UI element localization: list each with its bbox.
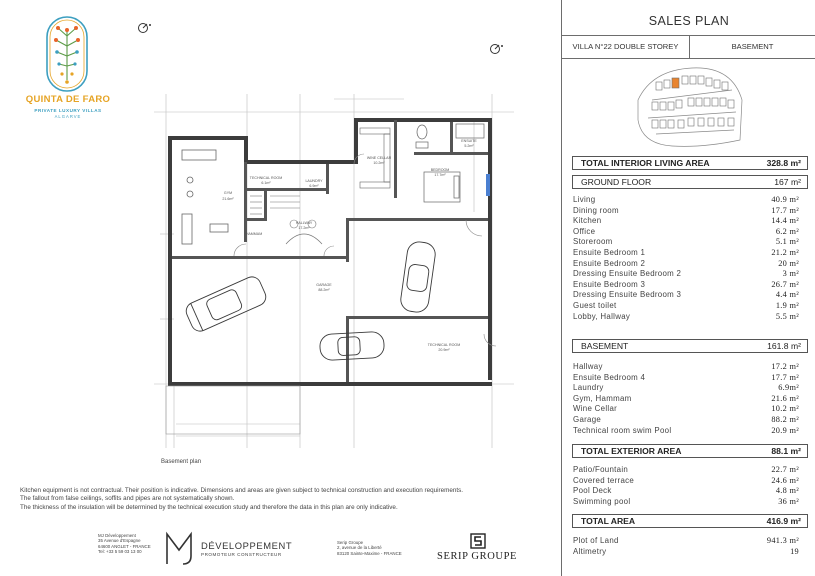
area-row <box>573 312 799 323</box>
window-marker <box>486 174 490 196</box>
area-row <box>573 394 799 405</box>
area-row <box>573 195 799 206</box>
room-area-ensuite: 5.2m² <box>464 144 474 148</box>
room-labels <box>222 139 477 352</box>
disclaimer-line: The fallout from false ceilings, soffits and pipes are not systematically shown. <box>20 495 235 503</box>
area-row <box>573 301 799 312</box>
disclaimer-line: The thickness of the insulation will be determined by the technical execution study and therefore the data in this plan are only indicative. <box>20 503 398 511</box>
area-name: Hallway <box>573 362 603 371</box>
room-label-laundry: LAUNDRY <box>305 179 323 183</box>
ground-floor-label: GROUND FLOOR <box>581 177 652 187</box>
area-value: 40.9 m² <box>771 195 799 204</box>
area-name: Gym, Hammam <box>573 393 632 403</box>
room-label-bedroom: BEDROOM <box>430 168 450 172</box>
room-area-laundry: 6.9m² <box>309 184 319 188</box>
area-row <box>573 536 799 547</box>
area-name: Ensuite Bedroom 2 <box>573 258 646 268</box>
area-name: Ensuite Bedroom 3 <box>573 279 646 289</box>
divider <box>562 58 815 59</box>
area-name: Kitchen <box>573 216 602 226</box>
area-row <box>573 290 799 301</box>
basement-rows <box>573 362 799 436</box>
room-label-gym: GYM <box>223 191 233 195</box>
mj-address <box>98 533 151 555</box>
area-value: 4.8 m² <box>775 486 799 496</box>
area-row <box>573 404 799 415</box>
quinta-de-faro-logo <box>20 16 116 120</box>
area-name: Ensuite Bedroom 4 <box>573 372 646 382</box>
total-exterior-value: 88.1 m² <box>771 446 801 456</box>
area-row <box>573 237 799 248</box>
area-row <box>573 486 799 497</box>
area-row <box>573 415 799 426</box>
mj-address-line: 35 Avenue d'Espagne <box>98 538 141 544</box>
basement-label: BASEMENT <box>581 341 629 351</box>
area-name: Wine Cellar <box>573 404 618 414</box>
brand-tagline: PRIVATE LUXURY VILLAS <box>34 108 102 113</box>
area-name: Ensuite Bedroom 1 <box>573 247 646 257</box>
sales-plan-panel <box>561 0 815 576</box>
area-value: 6.9m² <box>778 383 799 393</box>
mj-name: DÉVELOPPEMENT <box>201 540 293 551</box>
area-value: 21.6 m² <box>771 393 799 403</box>
brand-name: QUINTA DE FARO <box>25 94 111 105</box>
area-value: 4.4 m² <box>775 290 799 300</box>
area-row <box>573 280 799 291</box>
area-value: 20.9 m² <box>771 425 799 435</box>
total-interior-label: TOTAL INTERIOR LIVING AREA <box>581 158 710 168</box>
area-value: 17.7 m² <box>771 372 799 382</box>
area-name: Storeroom <box>573 237 613 247</box>
mj-address-line: 64600 ANGLET - FRANCE <box>98 543 151 549</box>
area-row <box>573 465 799 476</box>
north-compass-icon <box>489 43 505 55</box>
area-value: 3 m² <box>782 269 799 279</box>
room-label-ensuite: ENSUITE <box>461 139 477 143</box>
area-name: Technical room swim Pool <box>573 425 672 435</box>
area-row <box>573 547 799 558</box>
staircase <box>250 196 300 214</box>
room-label-hammam: HAMMAM <box>245 232 263 236</box>
area-value: 24.6 m² <box>771 475 799 485</box>
area-row <box>573 383 799 394</box>
area-value: 6.2 m² <box>775 226 799 236</box>
area-value: 19 <box>790 546 799 556</box>
area-value: 22.7 m² <box>771 465 799 474</box>
total-exterior-label: TOTAL EXTERIOR AREA <box>581 446 682 456</box>
room-area-garage: 88.2m² <box>318 288 330 292</box>
serip-name: SERIP GROUPE <box>437 551 518 562</box>
villa-label: VILLA N°22 DOUBLE STOREY <box>572 42 679 51</box>
total-area-value: 416.9 m² <box>766 516 801 526</box>
site-location-map <box>632 60 746 150</box>
room-label-garage: GARAGE <box>316 283 332 287</box>
total-interior-header <box>572 156 808 170</box>
brand-location: ALGARVE <box>54 114 82 119</box>
area-value: 20 m² <box>778 258 799 268</box>
area-name: Altimetry <box>573 546 607 556</box>
area-row <box>573 206 799 217</box>
area-row <box>573 362 799 373</box>
exterior-deck <box>166 386 300 434</box>
area-row <box>573 216 799 227</box>
serip-address <box>337 540 402 556</box>
area-row <box>573 248 799 259</box>
area-row <box>573 259 799 270</box>
area-name: Plot of Land <box>573 536 619 545</box>
area-name: Dressing Ensuite Bedroom 2 <box>573 269 682 279</box>
land-rows <box>573 536 799 557</box>
disclaimer-line: Kitchen equipment is not contractual. Their position is indicative. Dimensions and areas are given subject to technical construction and execution requirements. <box>20 487 464 494</box>
mj-subtitle: PROMOTEUR CONSTRUCTEUR <box>201 552 282 557</box>
room-area-gym: 21.6m² <box>222 197 234 201</box>
area-row <box>573 227 799 238</box>
area-name: Guest toilet <box>573 300 617 310</box>
basement-value: 161.8 m² <box>767 341 801 351</box>
mj-address-line: MJ Développement <box>98 533 136 538</box>
room-area-hallway: 17.2m² <box>298 226 310 230</box>
area-name: Garage <box>573 414 602 424</box>
area-value: 941.3 m² <box>766 536 799 545</box>
serip-logo-icon <box>470 533 486 549</box>
area-row <box>573 373 799 384</box>
area-name: Office <box>573 226 596 236</box>
area-row <box>573 426 799 437</box>
area-name: Dressing Ensuite Bedroom 3 <box>573 290 682 300</box>
room-label-technical: TECHNICAL ROOM <box>249 176 283 180</box>
room-label-hallway: HALLWAY <box>295 221 313 225</box>
north-compass-icon <box>137 22 153 34</box>
disclaimer-text <box>20 487 560 512</box>
serip-address-line: Serip Groupe <box>337 540 364 545</box>
area-row <box>573 497 799 508</box>
area-value: 5.5 m² <box>775 311 799 321</box>
serip-address-line: 83120 Sainte-Maxime - FRANCE <box>337 550 402 556</box>
area-value: 17.7 m² <box>771 205 799 215</box>
mj-logo-icon <box>164 530 194 568</box>
area-row <box>573 269 799 280</box>
area-value: 36 m² <box>778 496 799 506</box>
room-label-pool-technical: TECHNICAL ROOM <box>427 343 461 347</box>
construction-grid <box>154 94 514 448</box>
area-value: 1.9 m² <box>775 300 799 310</box>
area-name: Swimming pool <box>573 496 631 506</box>
area-value: 10.2 m² <box>771 404 799 414</box>
sales-plan-title: SALES PLAN <box>648 14 730 28</box>
gym-equipment <box>182 150 228 244</box>
ground-floor-value: 167 m² <box>774 177 801 187</box>
room-area-technical: 6.1m² <box>261 181 271 185</box>
area-name: Covered terrace <box>573 475 635 485</box>
area-name: Patio/Fountain <box>573 465 629 474</box>
basement-header <box>572 339 808 353</box>
villa-highlight-marker <box>672 78 679 88</box>
area-name: Living <box>573 195 596 204</box>
area-name: Laundry <box>573 383 604 393</box>
level-label: BASEMENT <box>731 42 774 51</box>
total-area-header <box>572 514 808 528</box>
total-exterior-header <box>572 444 808 458</box>
exterior-rows <box>573 465 799 507</box>
hammam-bench <box>286 234 322 244</box>
room-area-wine-cellar: 10.2m² <box>373 161 385 165</box>
area-name: Lobby, Hallway <box>573 311 631 321</box>
logo-medallion-icon <box>46 16 88 92</box>
total-area-label: TOTAL AREA <box>581 516 636 526</box>
area-name: Pool Deck <box>573 486 612 496</box>
area-value: 5.1 m² <box>775 237 799 247</box>
ground-floor-rows <box>573 195 799 322</box>
area-value: 26.7 m² <box>771 279 799 289</box>
mj-address-line: Tel: +33 5 59 03 13 00 <box>98 549 142 555</box>
total-interior-value: 328.8 m² <box>766 158 801 168</box>
basement-floor-plan <box>154 84 514 448</box>
plan-caption: Basement plan <box>161 459 202 465</box>
area-value: 21.2 m² <box>771 247 799 257</box>
area-name: Dining room <box>573 205 619 215</box>
area-value: 17.2 m² <box>771 362 799 371</box>
serip-address-line: 2, avenue de la Liberté <box>337 545 382 551</box>
room-area-bedroom: 17.7m² <box>434 173 446 177</box>
area-row <box>573 476 799 487</box>
room-area-pool-technical: 20.9m² <box>438 348 450 352</box>
ground-floor-header <box>572 175 808 189</box>
room-label-wine-cellar: WINE CELLAR <box>366 156 392 160</box>
area-value: 14.4 m² <box>771 216 799 226</box>
area-value: 88.2 m² <box>771 414 799 424</box>
